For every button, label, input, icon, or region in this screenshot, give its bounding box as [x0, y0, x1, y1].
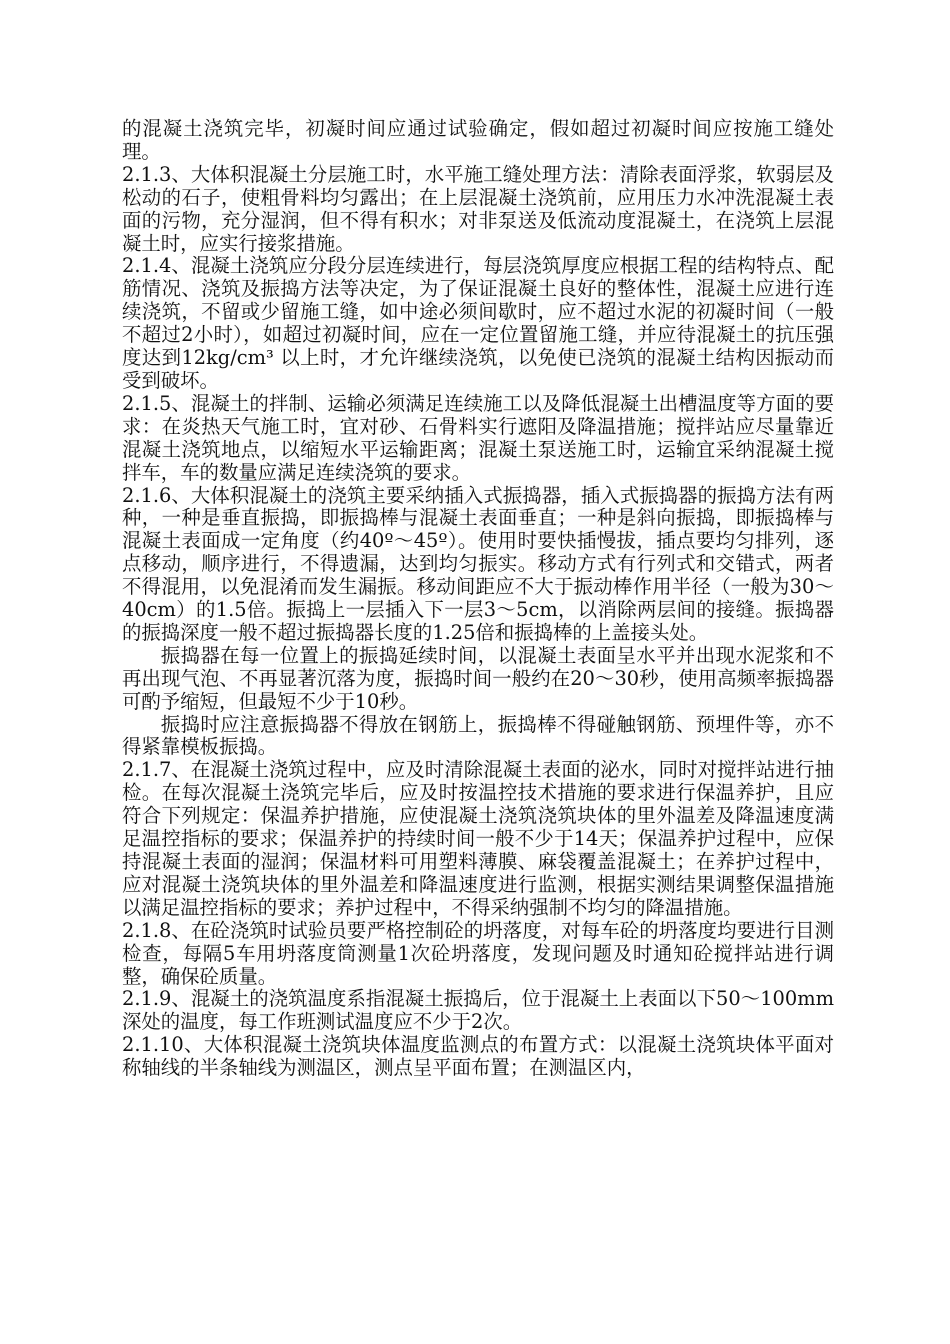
paragraph-2-1-9: 2.1.9、混凝土的浇筑温度系指混凝土振捣后，位于混凝土上表面以下50～100mm深处的温度，每工作班测试温度应不少于2次。 [122, 987, 834, 1034]
paragraph-2-1-8: 2.1.8、在砼浇筑时试验员要严格控制砼的坍落度，对每车砼的坍落度均要进行目测检查，每隔5车用坍落度筒测量1次砼坍落度，发现问题及时通知砼搅拌站进行调整，确保砼质量。 [122, 918, 834, 988]
paragraph-2-1-7: 2.1.7、在混凝土浇筑过程中，应及时清除混凝土表面的泌水，同时对搅拌站进行抽检。在每次混凝土浇筑完毕后，应及时按温控技术措施的要求进行保温养护，且应符合下列规定：保温养护措施，应使混凝土浇筑浇筑块体的里外温差及降温速度满足温控指标的要求；保温养护的持续时间一般不少于14天；保温养护过程中，应保持混凝土表面的湿润；保温材料可用塑料薄膜、麻袋覆盖混凝土；在养护过程中，应对混凝土浇筑块体的里外温差和降温速度进行监测，根据实测结果调整保温措施以满足温控指标的要求；养护过程中，不得采纳强制不均匀的降温措施。 [122, 758, 834, 919]
paragraph-vibration-notice: 振捣时应注意振捣器不得放在钢筋上，振捣棒不得碰触钢筋、预埋件等，亦不得紧靠模板振捣。 [122, 712, 834, 759]
paragraph-2-1-3: 2.1.3、大体积混凝土分层施工时，水平施工缝处理方法：清除表面浮浆，软弱层及松动的石子，使粗骨料均匀露出；在上层混凝土浇筑前，应用压力水冲洗混凝土表面的污物，充分湿润，但不得有积水；对非泵送及低流动度混凝土，在浇筑上层混凝土时，应实行接浆措施。 [122, 162, 834, 255]
paragraph-2-1-10: 2.1.10、大体积混凝土浇筑块体温度监测点的布置方式：以混凝土浇筑块体平面对称轴线的半条轴线为测温区，测点呈平面布置；在测温区内， [122, 1033, 834, 1080]
paragraph-vibration-duration: 振捣器在每一位置上的振捣延续时间，以混凝土表面呈水平并出现水泥浆和不再出现气泡、不再显著沉落为度，振捣时间一般约在20～30秒，使用高频率振捣器可酌予缩短，但最短不少于10秒。 [122, 643, 834, 713]
paragraph-2-1-5: 2.1.5、混凝土的拌制、运输必须满足连续施工以及降低混凝土出槽温度等方面的要求：在炎热天气施工时，宜对砂、石骨料实行遮阳及降温措施；搅拌站应尽量靠近混凝土浇筑地点，以缩短水平运输距离；混凝土泵送施工时，运输宜采纳混凝土搅拌车，车的数量应满足连续浇筑的要求。 [122, 391, 834, 484]
paragraph-1: 的混凝土浇筑完毕，初凝时间应通过试验确定，假如超过初凝时间应按施工缝处理。 [122, 117, 834, 163]
paragraph-2-1-4: 2.1.4、混凝土浇筑应分段分层连续进行，每层浇筑厚度应根据工程的结构特点、配筋情况、浇筑及振捣方法等决定，为了保证混凝土良好的整体性，混凝土应进行连续浇筑，不留或少留施工缝，如中途必须间歇时，应不超过水泥的初凝时间（一般不超过2小时），如超过初凝时间，应在一定位置留施工缝，并应待混凝土的抗压强度达到12kg/cm³ 以上时，才允许继续浇筑，以免使已浇筑的混凝土结构因振动而受到破坏。 [122, 254, 834, 392]
paragraph-2-1-6: 2.1.6、大体积混凝土的浇筑主要采纳插入式振捣器，插入式振捣器的振捣方法有两种，一种是垂直振捣，即振捣棒与混凝土表面垂直；一种是斜向振捣，即振捣棒与混凝土表面成一定角度（约40º～45º）。使用时要快插慢拔，插点要均匀排列，逐点移动，顺序进行，不得遗漏，达到均匀振实。移动方式有行列式和交错式，两者不得混用，以免混淆而发生漏振。移动间距应不大于振动棒作用半径（一般为30～40cm）的1.5倍。振捣上一层插入下一层3～5cm，以消除两层间的接缝。振捣器的振捣深度一般不超过振捣器长度的1.25倍和振捣棒的上盖接头处。 [122, 483, 834, 644]
document-page [122, 118, 834, 1080]
